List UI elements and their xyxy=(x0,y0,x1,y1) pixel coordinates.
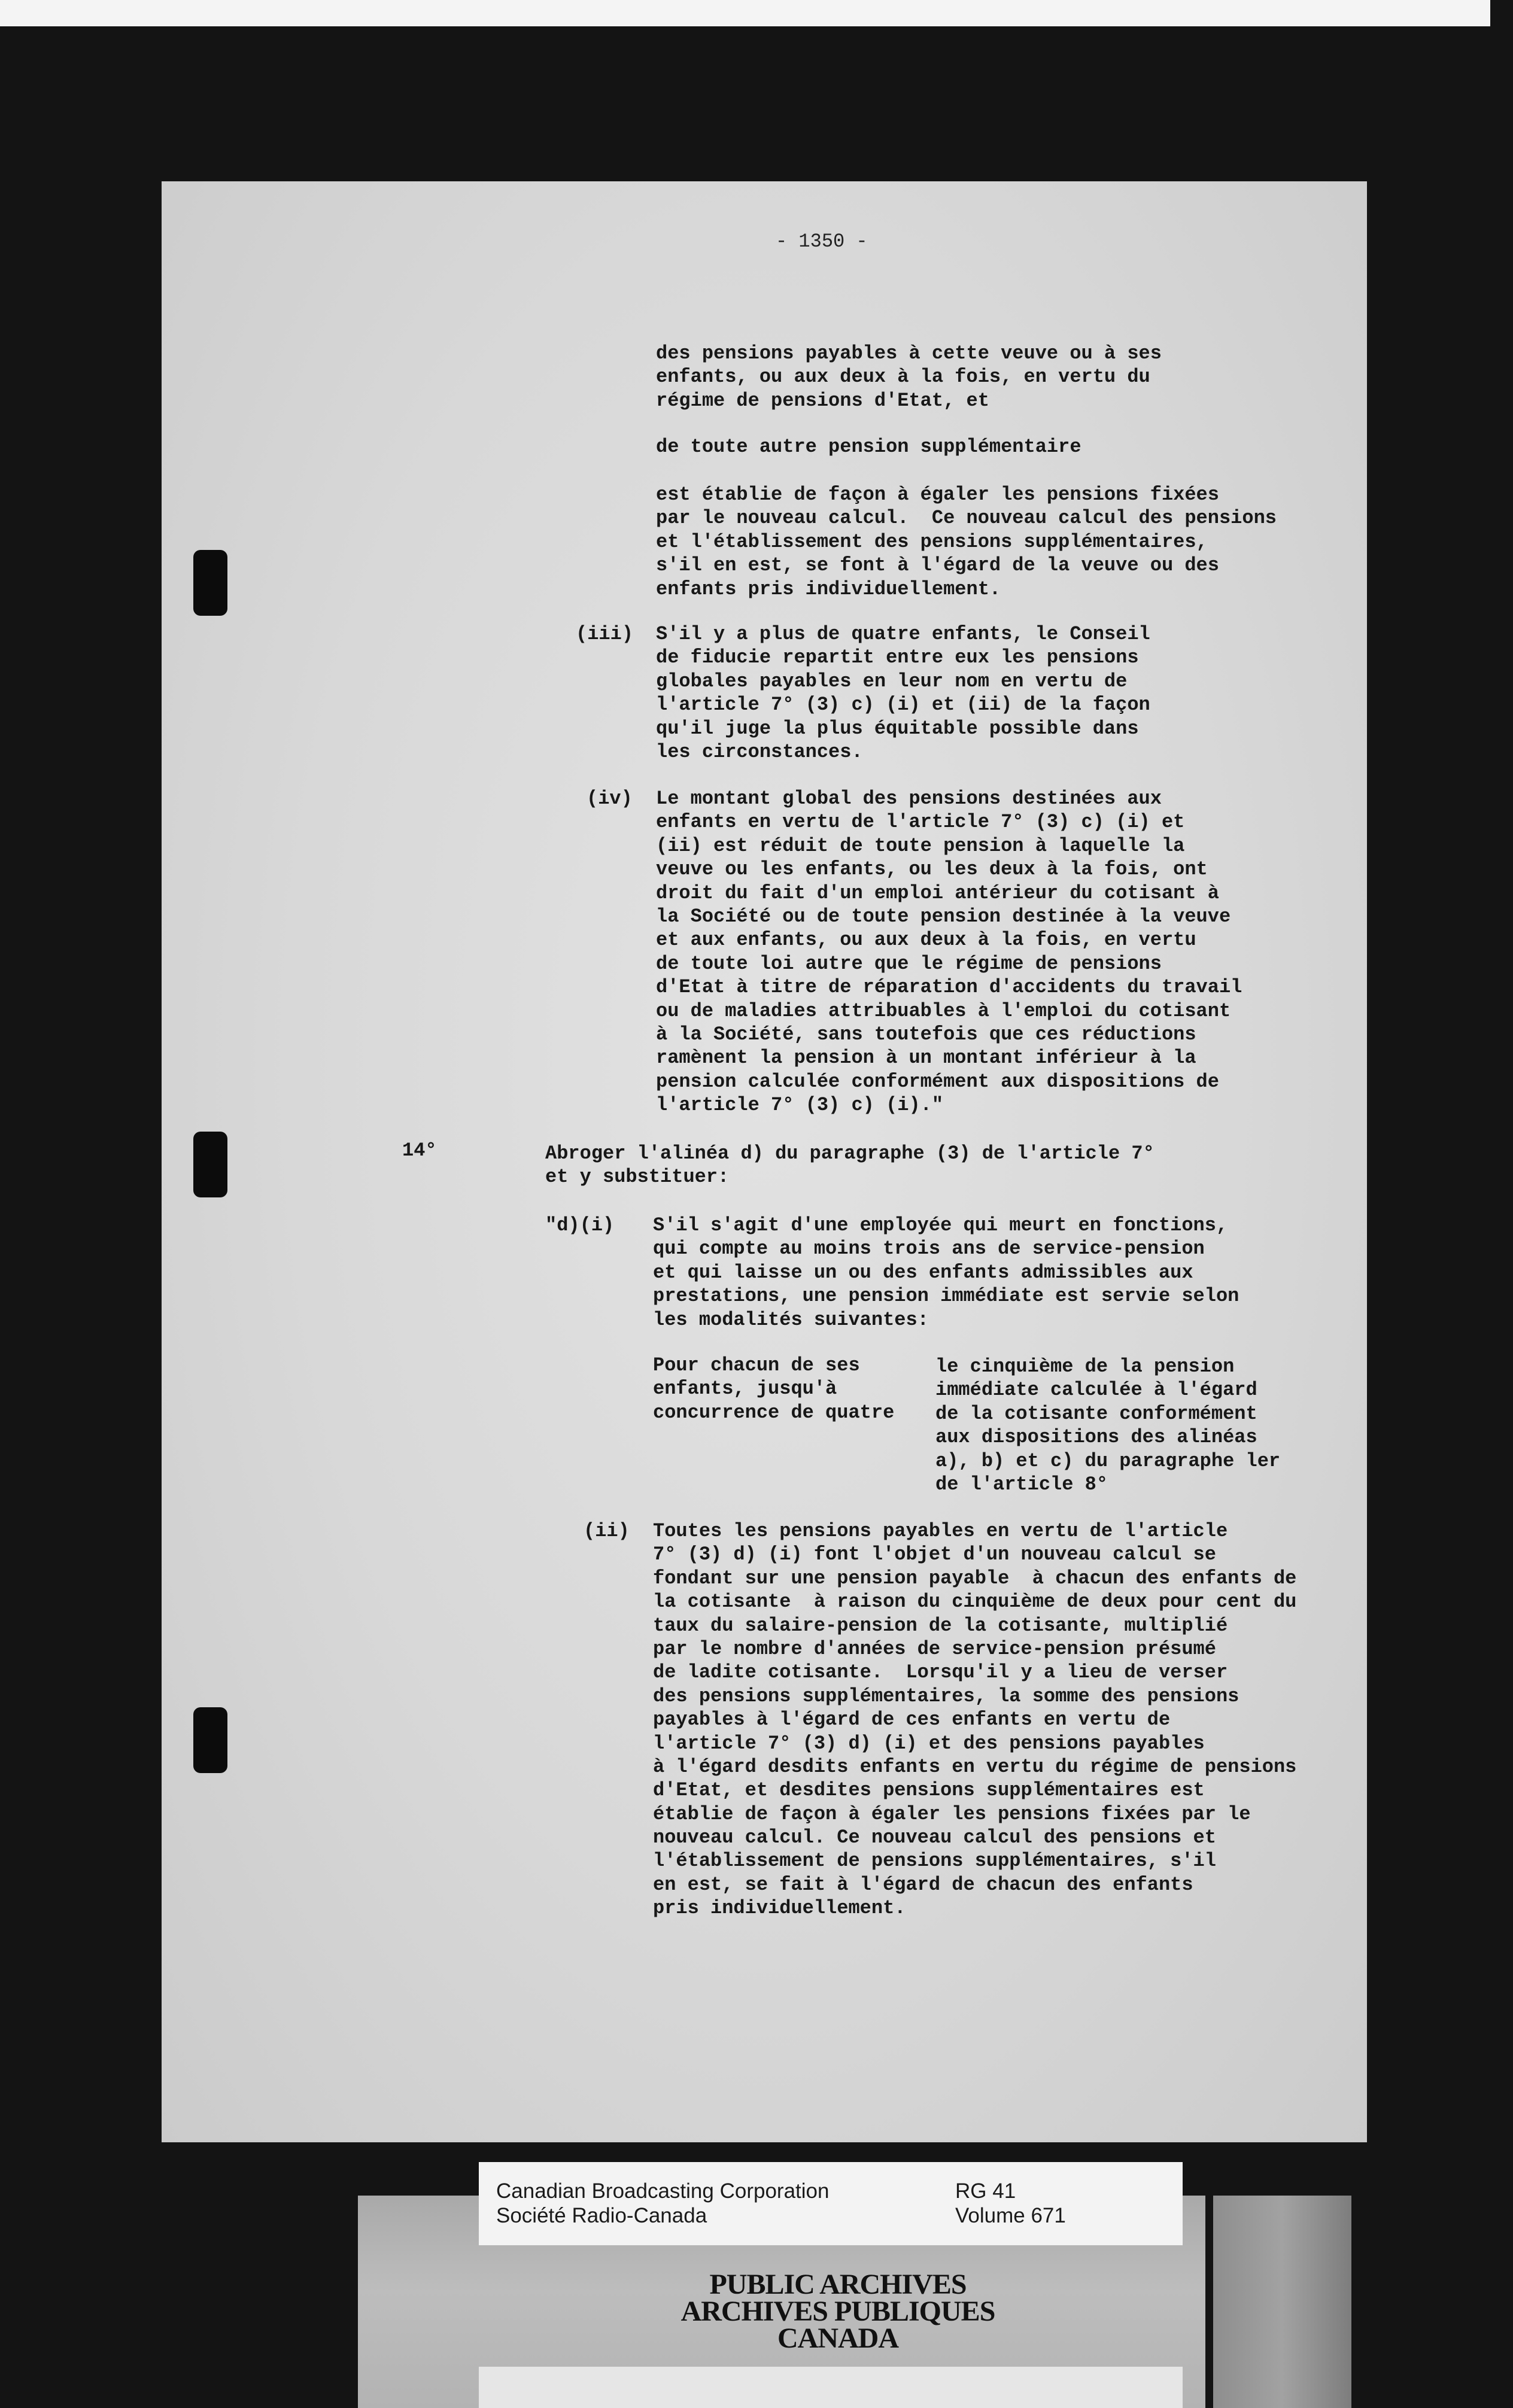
punch-hole xyxy=(193,550,227,616)
text-line: par le nombre d'années de service-pension présumé xyxy=(653,1637,1216,1660)
text-line: enfants pris individuellement. xyxy=(656,577,1001,600)
schedule-right-column xyxy=(935,1355,1280,1496)
stamp-line: PUBLIC ARCHIVES xyxy=(709,2269,967,2300)
clause-label: (iii) xyxy=(576,623,634,645)
continuation-block-c xyxy=(656,483,1277,601)
text-line: droit du fait d'un emploi antérieur du cotisant à xyxy=(656,881,1219,904)
text-line: veuve ou les enfants, ou les deux à la fois, ont xyxy=(656,858,1208,881)
text-line: l'article 7° (3) d) (i) et des pensions payables xyxy=(653,1732,1205,1755)
text-line: prestations, une pension immédiate est servie selon xyxy=(653,1285,1239,1308)
archive-label-edge xyxy=(1213,2196,1351,2408)
text-line: (ii) est réduit de toute pension à laquelle la xyxy=(656,834,1185,857)
continuation-block-b xyxy=(656,435,1081,458)
text-line: S'il y a plus de quatre enfants, le Conseil xyxy=(656,623,1150,645)
archives-stamp xyxy=(598,2271,1077,2352)
text-line: de fiducie repartit entre eux les pensions xyxy=(656,646,1139,669)
text-line: de l'article 8° xyxy=(935,1473,1108,1495)
clause-ii-text xyxy=(653,1519,1296,1920)
text-line: par le nouveau calcul. Ce nouveau calcul des pensions xyxy=(656,507,1277,530)
text-line: qui compte au moins trois ans de service-pension xyxy=(653,1238,1205,1260)
clause-iii-text xyxy=(656,622,1150,764)
text-line: payables à l'égard de ces enfants en vertu de xyxy=(653,1708,1171,1731)
volume-number: Volume 671 xyxy=(955,2204,1066,2227)
text-line: S'il s'agit d'une employée qui meurt en fonctions, xyxy=(653,1214,1228,1236)
text-line: Toutes les pensions payables en vertu de l'article xyxy=(653,1520,1228,1542)
text-line: de toute autre pension supplémentaire xyxy=(656,436,1081,458)
text-line: enfants, ou aux deux à la fois, en vertu du xyxy=(656,366,1150,388)
clause-label: (ii) xyxy=(584,1520,630,1542)
text-line: ou de maladies attribuables à l'emploi du cotisant xyxy=(656,999,1231,1022)
text-line: enfants, jusqu'à xyxy=(653,1378,837,1400)
organization-name-fr: Société Radio-Canada xyxy=(496,2204,707,2227)
text-line: Pour chacun de ses xyxy=(653,1354,860,1376)
text-line: pris individuellement. xyxy=(653,1897,906,1920)
text-line: la Société ou de toute pension destinée à la veuve xyxy=(656,905,1231,928)
schedule-left-column xyxy=(653,1354,894,1424)
film-edge xyxy=(0,0,1490,26)
section-number: 14° xyxy=(402,1139,437,1162)
text-line: concurrence de quatre xyxy=(653,1401,895,1424)
text-line: globales payables en leur nom en vertu de xyxy=(656,670,1128,692)
stamp-line: CANADA xyxy=(777,2322,898,2354)
text-line: taux du salaire-pension de la cotisante, multiplié xyxy=(653,1614,1228,1637)
text-line: régime de pensions d'Etat, et xyxy=(656,389,989,412)
clause-label: "d)(i) xyxy=(545,1214,615,1236)
text-line: l'article 7° (3) c) (i)." xyxy=(656,1094,944,1117)
text-line: des pensions payables à cette veuve ou à ses xyxy=(656,342,1162,364)
text-line: aux dispositions des alinéas xyxy=(935,1426,1257,1449)
text-line: immédiate calculée à l'égard xyxy=(935,1379,1257,1401)
text-line: a), b) et c) du paragraphe ler xyxy=(935,1449,1281,1472)
clause-iv-text xyxy=(656,787,1242,1117)
clause-label: (iv) xyxy=(587,788,633,810)
text-line: 7° (3) d) (i) font l'objet d'un nouveau calcul se xyxy=(653,1543,1216,1566)
text-line: ramènent la pension à un montant inférieur à la xyxy=(656,1047,1196,1069)
text-line: qu'il juge la plus équitable possible dans xyxy=(656,717,1139,740)
page-number: - 1350 - xyxy=(776,230,868,253)
text-line: et aux enfants, ou aux deux à la fois, en vertu xyxy=(656,929,1196,951)
text-line: de la cotisante conformément xyxy=(935,1402,1257,1425)
text-line: et l'établissement des pensions supplémentaires, xyxy=(656,530,1208,553)
text-line: à la Société, sans toutefois que ces réductions xyxy=(656,1023,1196,1045)
text-line: l'établissement de pensions supplémentaires, s'il xyxy=(653,1850,1216,1872)
text-line: les circonstances. xyxy=(656,740,863,763)
text-line: fondant sur une pension payable à chacun des enfants de xyxy=(653,1567,1297,1589)
text-line: Abroger l'alinéa d) du paragraphe (3) de l'article 7° xyxy=(545,1142,1155,1165)
record-group: RG 41 xyxy=(955,2179,1016,2203)
text-line: les modalités suivantes: xyxy=(653,1308,929,1331)
clause-d-i-text xyxy=(653,1214,1239,1331)
text-line: des pensions supplémentaires, la somme des pensions xyxy=(653,1685,1239,1707)
text-line: et qui laisse un ou des enfants admissibles aux xyxy=(653,1261,1193,1284)
text-line: et y substituer: xyxy=(545,1166,730,1188)
text-line: en est, se fait à l'égard de chacun des enfants xyxy=(653,1873,1193,1896)
archive-label-bottom-strip xyxy=(479,2367,1183,2408)
text-line: à l'égard desdits enfants en vertu du régime de pensions xyxy=(653,1755,1297,1778)
organization-name-en: Canadian Broadcasting Corporation xyxy=(496,2179,830,2203)
punch-hole xyxy=(193,1707,227,1773)
text-line: s'il en est, se font à l'égard de la veuve ou des xyxy=(656,554,1219,577)
text-line: est établie de façon à égaler les pensions fixées xyxy=(656,484,1219,506)
continuation-block-a xyxy=(656,342,1162,412)
text-line: établie de façon à égaler les pensions fixées par le xyxy=(653,1802,1251,1825)
text-line: pension calculée conformément aux dispositions de xyxy=(656,1070,1219,1093)
text-line: de toute loi autre que le régime de pensions xyxy=(656,952,1162,975)
text-line: Le montant global des pensions destinées aux xyxy=(656,788,1162,810)
text-line: le cinquième de la pension xyxy=(935,1355,1235,1378)
text-line: nouveau calcul. Ce nouveau calcul des pensions et xyxy=(653,1826,1216,1849)
text-line: d'Etat, et desdites pensions supplémentaires est xyxy=(653,1779,1205,1802)
punch-hole xyxy=(193,1132,227,1197)
section-14-text xyxy=(545,1142,1155,1189)
text-line: la cotisante à raison du cinquième de deux pour cent du xyxy=(653,1591,1297,1613)
text-line: l'article 7° (3) c) (i) et (ii) de la façon xyxy=(656,694,1150,716)
stamp-line: ARCHIVES PUBLIQUES xyxy=(680,2295,995,2327)
text-line: d'Etat à titre de réparation d'accidents du travail xyxy=(656,976,1242,999)
text-line: enfants en vertu de l'article 7° (3) c) (i) et xyxy=(656,811,1185,834)
text-line: de ladite cotisante. Lorsqu'il y a lieu de verser xyxy=(653,1661,1228,1684)
